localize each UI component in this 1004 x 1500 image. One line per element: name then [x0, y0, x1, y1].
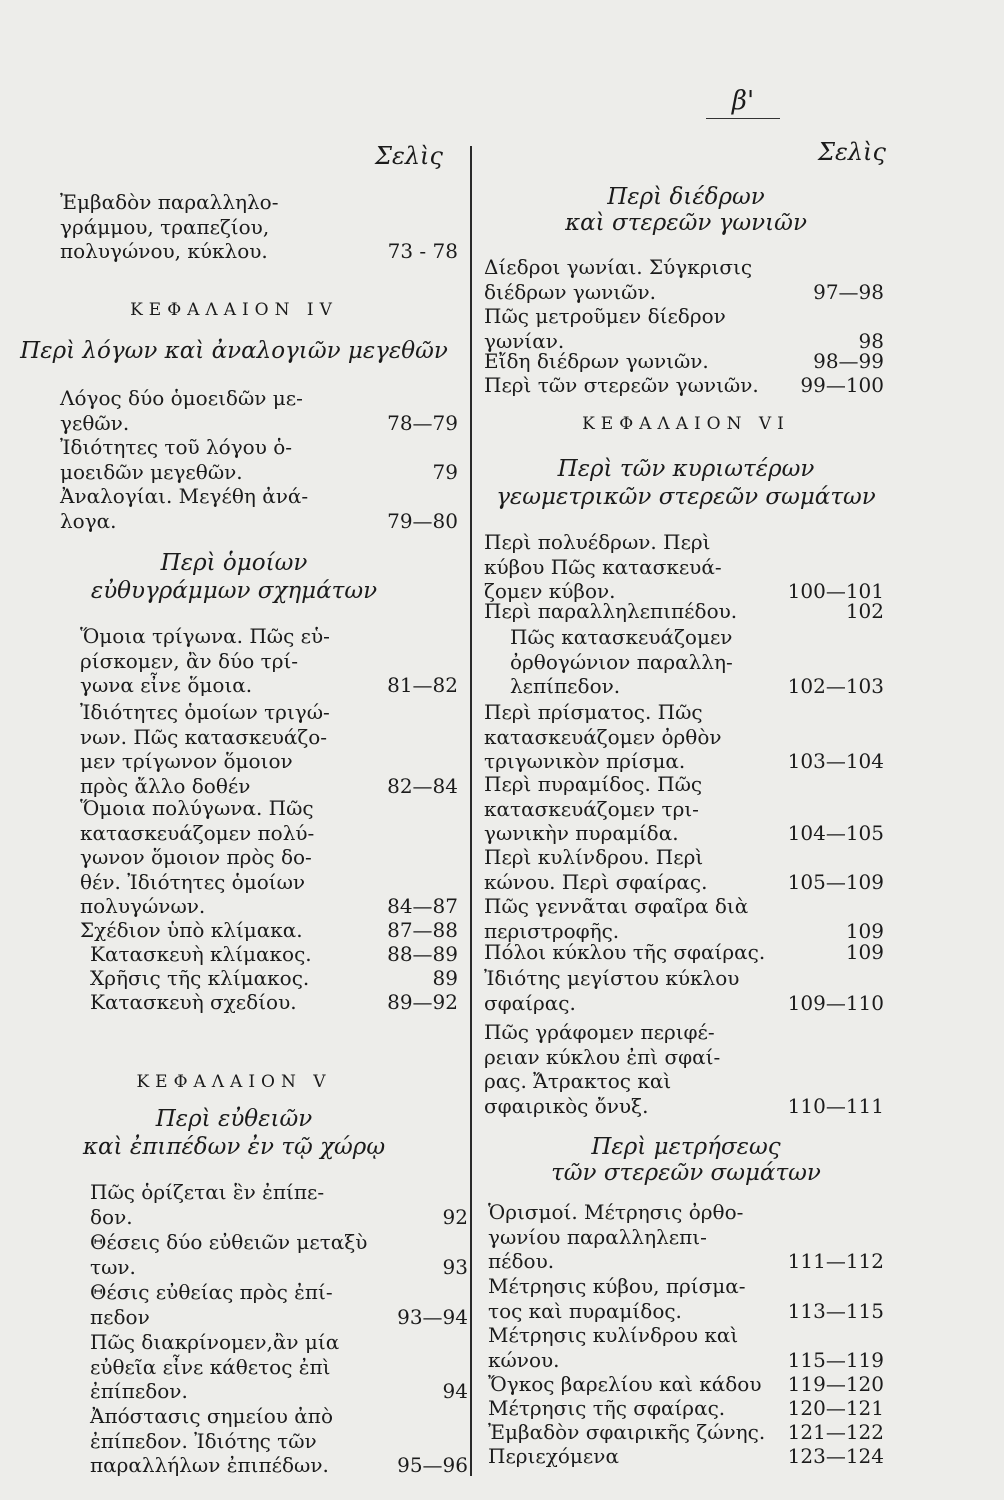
- entry-page: 113—115: [787, 1298, 884, 1323]
- entry-text: Πῶς κατασκευάζομεν ὀρθογώνιον παραλλη- λεπίπεδον.: [510, 625, 733, 698]
- toc-entry: [488, 1274, 884, 1323]
- toc-entry: [484, 304, 884, 353]
- entry-page: 73 - 78: [387, 239, 458, 263]
- entry-page: 97—98: [813, 279, 884, 304]
- column-divider: [470, 146, 472, 1476]
- section-title: καὶ στερεῶν γωνιῶν: [565, 210, 807, 236]
- entry-page: 88—89: [387, 942, 458, 966]
- toc-entry: [488, 1323, 884, 1372]
- toc-entry: [90, 1330, 468, 1404]
- toc-entry: [90, 990, 458, 1015]
- entry-page: 115—119: [787, 1347, 884, 1372]
- section-title: Περὶ ὁμοίων: [160, 550, 308, 576]
- entry-text: Περὶ παραλληλεπιπέδου.: [484, 599, 738, 623]
- entry-page: 102—103: [787, 674, 884, 698]
- toc-entry: [60, 386, 458, 435]
- entry-page: 93—94: [397, 1304, 468, 1329]
- entry-page: 105—109: [787, 869, 884, 894]
- entry-text: Ὅμοια τρίγωνα. Πῶς εὑ- ρίσκομεν, ἂν δύο τρί- γωνα εἶνε ὅμοια.: [80, 624, 330, 697]
- toc-entry: [510, 625, 884, 699]
- entry-page: 103—104: [787, 749, 884, 773]
- entry-page: 82—84: [387, 773, 458, 798]
- entry-page: 99—100: [800, 373, 884, 397]
- toc-entry: [484, 894, 884, 943]
- toc-entry: [488, 1372, 884, 1397]
- entry-text: Ἀπόστασις σημείου ἀπὸ ἐπίπεδον. Ἰδιότης τῶν παραλλήλων ἐπιπέδων.: [90, 1404, 333, 1477]
- entry-text: Ἰδιότητες ὁμοίων τριγώ- νων. Πῶς κατασκευάζο- μεν τρίγωνον ὅμοιον πρὸς ἄλλο δοθέν: [80, 700, 330, 798]
- entry-page: 102: [845, 599, 884, 623]
- toc-entry: [484, 255, 884, 304]
- toc-entry: [60, 435, 458, 484]
- entry-text: Ἀναλογίαι. Μεγέθη ἀνά- λογα.: [60, 484, 309, 533]
- entry-page: 84—87: [387, 894, 458, 918]
- toc-entry: [90, 966, 458, 991]
- entry-text: Εἴδη διέδρων γωνιῶν.: [484, 349, 709, 373]
- entry-text: Περὶ πυραμίδος. Πῶς κατασκευάζομεν τρι- γωνικὴν πυραμίδα.: [484, 772, 703, 845]
- toc-entry: [60, 190, 458, 264]
- toc-entry: [488, 1200, 884, 1274]
- entry-page: 94: [442, 1379, 468, 1403]
- entry-text: Περὶ πρίσματος. Πῶς κατασκευάζομεν ὀρθὸν τριγωνικὸν πρίσμα.: [484, 700, 722, 773]
- entry-text: Πῶς μετροῦμεν δίεδρον γωνίαν.: [484, 304, 726, 353]
- entry-page: 98—99: [813, 349, 884, 373]
- entry-text: Περὶ τῶν στερεῶν γωνιῶν.: [484, 373, 759, 397]
- chapter-subtitle: Περὶ λόγων καὶ ἀναλογιῶν μεγεθῶν: [20, 338, 448, 364]
- entry-page: 100—101: [787, 579, 884, 603]
- toc-entry: [484, 966, 884, 1015]
- entry-page: 111—112: [787, 1249, 884, 1273]
- entry-text: Ἐμβαδὸν σφαιρικῆς ζώνης.: [488, 1420, 766, 1444]
- toc-entry: [488, 1396, 884, 1421]
- toc-entry: [80, 624, 458, 698]
- entry-text: Πῶς ὁρίζεται ἓν ἐπίπε- δον.: [90, 1180, 325, 1229]
- toc-entry: [90, 1180, 468, 1229]
- entry-text: Κατασκευὴ σχεδίου.: [90, 990, 297, 1014]
- entry-page: 93: [442, 1254, 468, 1279]
- entry-text: Χρῆσις τῆς κλίμακος.: [90, 966, 310, 990]
- section-title: Περὶ διέδρων: [607, 184, 765, 210]
- toc-entry: [484, 1020, 884, 1118]
- chapter-subtitle: Περὶ εὐθειῶν: [155, 1106, 313, 1132]
- toc-entry: [60, 484, 458, 533]
- entry-page: 120—121: [787, 1396, 884, 1420]
- toc-entry: [484, 349, 884, 374]
- entry-page: 109: [845, 940, 884, 964]
- entry-page: 123—124: [787, 1444, 884, 1468]
- entry-text: Ἐμβαδὸν παραλληλο- γράμμου, τραπεζίου, πολυγώνου, κύκλου.: [60, 190, 279, 263]
- chapter-subtitle: καὶ ἐπιπέδων ἐν τῷ χώρῳ: [82, 1134, 386, 1160]
- entry-page: 98: [858, 328, 884, 353]
- entry-page: 87—88: [387, 918, 458, 942]
- section-title: Περὶ μετρήσεως: [591, 1134, 781, 1160]
- entry-text: Θέσις εὐθείας πρὸς ἐπί- πεδον: [90, 1280, 333, 1329]
- toc-entry: [488, 1420, 884, 1445]
- entry-page: 92: [442, 1204, 468, 1229]
- chapter-subtitle: γεωμετρικῶν στερεῶν σωμάτων: [496, 484, 876, 510]
- entry-page: 104—105: [787, 821, 884, 845]
- chapter-heading: ΚΕΦΑΛΑΙΟΝ IV: [130, 300, 338, 320]
- toc-entry: [484, 530, 884, 604]
- entry-text: Ἰδιότης μεγίστου κύκλου σφαίρας.: [484, 966, 740, 1015]
- toc-entry: [484, 599, 884, 624]
- entry-page: 119—120: [787, 1372, 884, 1396]
- entry-page: 109—110: [787, 990, 884, 1015]
- toc-entry: [90, 942, 458, 967]
- entry-text: Θέσεις δύο εὐθειῶν μεταξὺ των.: [90, 1230, 368, 1279]
- entry-text: Κατασκευὴ κλίμακος.: [90, 942, 312, 966]
- entry-page: 110—111: [787, 1093, 884, 1118]
- entry-text: Λόγος δύο ὁμοειδῶν με- γεθῶν.: [60, 386, 303, 435]
- page-column-label: Σελὶς: [375, 142, 443, 170]
- page-marker: β': [706, 86, 780, 119]
- entry-text: Πόλοι κύκλου τῆς σφαίρας.: [484, 940, 766, 964]
- section-title: εὐθυγράμμων σχημάτων: [90, 578, 378, 604]
- toc-entry: [484, 373, 884, 398]
- entry-text: Μέτρησις κυλίνδρου καὶ κώνου.: [488, 1323, 739, 1372]
- section-title: τῶν στερεῶν σωμάτων: [551, 1160, 821, 1186]
- entry-text: Ὁρισμοί. Μέτρησις ὀρθο- γωνίου παραλληλεπι- πέδου.: [488, 1200, 744, 1273]
- chapter-subtitle: Περὶ τῶν κυριωτέρων: [557, 456, 815, 482]
- entry-text: Ὅμοια πολύγωνα. Πῶς κατασκευάζομεν πολύ- γωνον ὅμοιον πρὸς δο- θέν. Ἰδιότητες ὁμοίων πολυγώνων.: [80, 796, 315, 918]
- entry-page: 95—96: [397, 1453, 468, 1477]
- chapter-heading: ΚΕΦΑΛΑΙΟΝ V: [136, 1072, 332, 1092]
- toc-entry: [80, 700, 458, 798]
- page-column-label: Σελὶς: [818, 138, 886, 166]
- entry-text: Περὶ κυλίνδρου. Περὶ κώνου. Περὶ σφαίρας.: [484, 845, 708, 894]
- entry-text: Μέτρησις κύβου, πρίσμα- τος καὶ πυραμίδος.: [488, 1274, 746, 1323]
- entry-text: Πῶς γεννᾶται σφαῖρα διὰ περιστροφῆς.: [484, 894, 749, 943]
- entry-page: 79—80: [387, 508, 458, 533]
- entry-text: Σχέδιον ὑπὸ κλίμακα.: [80, 918, 303, 942]
- toc-entry: [90, 1280, 468, 1329]
- toc-entry: [484, 700, 884, 774]
- entry-text: Ἰδιότητες τοῦ λόγου ὁ- μοειδῶν μεγεθῶν.: [60, 435, 293, 484]
- toc-entry: [90, 1230, 468, 1279]
- entry-text: Δίεδροι γωνίαι. Σύγκρισις διέδρων γωνιῶν.: [484, 255, 753, 304]
- chapter-heading: ΚΕΦΑΛΑΙΟΝ VI: [582, 414, 790, 434]
- entry-page: 89—92: [387, 990, 458, 1014]
- toc-entry: [90, 1404, 468, 1478]
- entry-text: Περιεχόμενα: [488, 1444, 619, 1468]
- toc-entry: [488, 1444, 884, 1469]
- entry-page: 109: [845, 918, 884, 943]
- entry-text: Περὶ πολυέδρων. Περὶ κύβου Πῶς κατασκευά- ζομεν κύβον.: [484, 530, 722, 603]
- toc-entry: [80, 918, 458, 943]
- entry-page: 79: [432, 459, 458, 484]
- entry-page: 121—122: [787, 1420, 884, 1444]
- toc-entry: [484, 772, 884, 846]
- toc-entry: [484, 940, 884, 965]
- toc-entry: [484, 845, 884, 894]
- entry-page: 81—82: [387, 673, 458, 697]
- entry-text: Πῶς διακρίνομεν,ἂν μία εὐθεῖα εἶνε κάθετος ἐπὶ ἐπίπεδον.: [90, 1330, 340, 1403]
- entry-text: Πῶς γράφομεν περιφέ- ρειαν κύκλου ἐπὶ σφαί- ρας. Ἄτρακτος καὶ σφαιρικὸς ὄνυξ.: [484, 1020, 721, 1118]
- entry-text: Ὄγκος βαρελίου καὶ κάδου: [488, 1372, 762, 1396]
- toc-entry: [80, 796, 458, 919]
- entry-page: 89: [432, 966, 458, 990]
- entry-page: 78—79: [387, 410, 458, 435]
- entry-text: Μέτρησις τῆς σφαίρας.: [488, 1396, 726, 1420]
